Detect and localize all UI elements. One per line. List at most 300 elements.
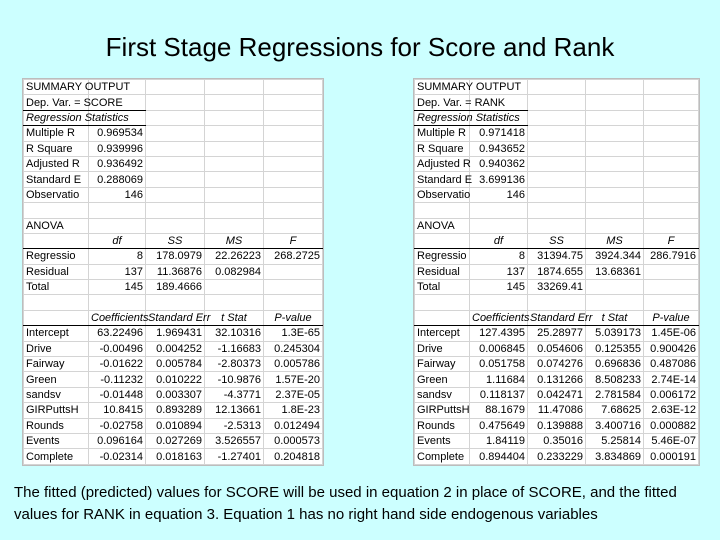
empty-cell[interactable] (146, 95, 205, 110)
anova-value[interactable]: 8 (89, 249, 146, 264)
stat-value[interactable]: 0.943652 (470, 141, 528, 156)
empty-cell[interactable] (264, 80, 323, 95)
stat-value[interactable]: 146 (470, 187, 528, 202)
coef-header[interactable]: Coefficients (470, 310, 528, 325)
coef-value[interactable]: 1.45E-06 (644, 326, 699, 341)
empty-cell[interactable] (586, 141, 644, 156)
stat-row (415, 156, 699, 171)
anova-row-label[interactable]: Regressio (415, 249, 470, 264)
coef-row (415, 449, 699, 464)
coef-value[interactable]: 1.57E-20 (264, 372, 323, 387)
coef-value[interactable]: 3.526557 (205, 433, 264, 448)
variable-name[interactable]: Rounds (415, 418, 470, 433)
coef-value[interactable]: 0.005786 (264, 357, 323, 372)
empty-cell[interactable] (146, 141, 205, 156)
stat-label[interactable]: R Square (415, 141, 470, 156)
anova-value[interactable] (264, 264, 323, 279)
dependent-variable-label[interactable]: Dep. Var. = SCORE (24, 95, 89, 110)
coef-value[interactable]: -1.27401 (205, 449, 264, 464)
coef-value[interactable]: 0.245304 (264, 341, 323, 356)
coef-row (24, 403, 323, 418)
dep-var-row (24, 95, 323, 110)
stat-row (24, 172, 323, 187)
coef-value[interactable]: 2.74E-14 (644, 372, 699, 387)
variable-name[interactable]: Rounds (24, 418, 89, 433)
empty-cell[interactable] (644, 80, 699, 95)
coef-value[interactable]: 0.074276 (528, 357, 586, 372)
anova-value[interactable] (644, 280, 699, 295)
empty-cell[interactable] (89, 218, 146, 233)
anova-value[interactable]: 145 (470, 280, 528, 295)
anova-value[interactable]: 33269.41 (528, 280, 586, 295)
anova-row (415, 264, 699, 279)
stat-value[interactable]: 0.936492 (89, 156, 146, 171)
empty-cell[interactable] (644, 141, 699, 156)
coef-header[interactable] (415, 310, 470, 325)
summary-title[interactable]: SUMMARY OUTPUT (24, 80, 89, 95)
coef-value[interactable]: 0.027269 (146, 433, 205, 448)
coef-row (24, 372, 323, 387)
coef-row (415, 433, 699, 448)
variable-name[interactable]: Complete (24, 449, 89, 464)
dependent-variable-label[interactable]: Dep. Var. = RANK (415, 95, 470, 110)
anova-header[interactable]: df (470, 233, 528, 248)
empty-cell[interactable] (644, 295, 699, 310)
coef-value[interactable]: 5.46E-07 (644, 433, 699, 448)
empty-cell[interactable] (146, 187, 205, 202)
spreadsheet-grid (23, 79, 323, 465)
empty-cell[interactable] (528, 110, 586, 125)
regression-statistics-title[interactable]: Regression Statistics (24, 110, 89, 125)
empty-cell[interactable] (264, 203, 323, 218)
empty-cell[interactable] (264, 110, 323, 125)
blank-row (24, 295, 323, 310)
variable-name[interactable]: Drive (24, 341, 89, 356)
variable-name[interactable]: Events (415, 433, 470, 448)
anova-row-label[interactable]: Total (415, 280, 470, 295)
coef-value[interactable]: -2.80373 (205, 357, 264, 372)
anova-value[interactable]: 137 (470, 264, 528, 279)
anova-value[interactable]: 3924.344 (586, 249, 644, 264)
stat-label[interactable]: Standard E (24, 172, 89, 187)
coef-value[interactable]: 0.006172 (644, 387, 699, 402)
coef-value[interactable]: 0.475649 (470, 418, 528, 433)
coef-value[interactable]: 63.22496 (89, 326, 146, 341)
stat-value[interactable]: 0.969534 (89, 126, 146, 141)
anova-value[interactable]: 286.7916 (644, 249, 699, 264)
anova-value[interactable]: 31394.75 (528, 249, 586, 264)
coef-value[interactable]: 2.781584 (586, 387, 644, 402)
variable-name[interactable]: sandsv (415, 387, 470, 402)
coef-value[interactable]: 0.35016 (528, 433, 586, 448)
empty-cell[interactable] (205, 95, 264, 110)
slide-title: First Stage Regressions for Score and Rank (105, 32, 615, 62)
empty-cell[interactable] (528, 141, 586, 156)
anova-value[interactable]: 22.26223 (205, 249, 264, 264)
coef-value[interactable]: 0.051758 (470, 357, 528, 372)
coef-value[interactable]: 0.125355 (586, 341, 644, 356)
stat-value[interactable]: 0.288069 (89, 172, 146, 187)
empty-cell[interactable] (146, 80, 205, 95)
anova-row (415, 280, 699, 295)
coef-value[interactable]: -0.02758 (89, 418, 146, 433)
anova-header[interactable]: F (264, 233, 323, 248)
empty-cell[interactable] (586, 80, 644, 95)
empty-cell[interactable] (528, 95, 586, 110)
coef-value[interactable]: 0.006845 (470, 341, 528, 356)
anova-value[interactable] (205, 280, 264, 295)
anova-row-label[interactable]: Residual (415, 264, 470, 279)
coef-row (415, 403, 699, 418)
empty-cell[interactable] (644, 203, 699, 218)
anova-value[interactable]: 268.2725 (264, 249, 323, 264)
stat-row (415, 187, 699, 202)
empty-cell[interactable] (205, 218, 264, 233)
coef-row (415, 357, 699, 372)
anova-value[interactable]: 1874.655 (528, 264, 586, 279)
stat-label[interactable]: Multiple R (24, 126, 89, 141)
empty-cell[interactable] (528, 126, 586, 141)
coef-row (415, 418, 699, 433)
anova-value[interactable]: 8 (470, 249, 528, 264)
empty-cell[interactable] (470, 218, 528, 233)
empty-cell[interactable] (146, 172, 205, 187)
variable-name[interactable]: Fairway (415, 357, 470, 372)
coef-value[interactable]: 0.003307 (146, 387, 205, 402)
coef-value[interactable]: 32.10316 (205, 326, 264, 341)
anova-title[interactable]: ANOVA (24, 218, 89, 233)
empty-cell[interactable] (528, 218, 586, 233)
empty-cell[interactable] (264, 95, 323, 110)
empty-cell[interactable] (89, 295, 146, 310)
empty-cell[interactable] (586, 187, 644, 202)
anova-header-row (24, 233, 323, 248)
coef-row (24, 341, 323, 356)
variable-name[interactable]: GIRPuttsH (415, 403, 470, 418)
coef-row (24, 387, 323, 402)
empty-cell[interactable] (205, 172, 264, 187)
coef-value[interactable]: 8.508233 (586, 372, 644, 387)
empty-cell[interactable] (644, 218, 699, 233)
anova-header[interactable]: SS (146, 233, 205, 248)
variable-name[interactable]: Fairway (24, 357, 89, 372)
coef-value[interactable]: 0.005784 (146, 357, 205, 372)
coef-row (24, 433, 323, 448)
coef-row (24, 357, 323, 372)
stat-label[interactable]: Observatio (415, 187, 470, 202)
coef-value[interactable]: 0.131266 (528, 372, 586, 387)
coef-value[interactable]: 0.696836 (586, 357, 644, 372)
empty-cell[interactable] (264, 126, 323, 141)
stat-row (24, 126, 323, 141)
anova-header[interactable]: MS (586, 233, 644, 248)
empty-cell[interactable] (146, 110, 205, 125)
variable-name[interactable]: Intercept (24, 326, 89, 341)
anova-row-label[interactable]: Regressio (24, 249, 89, 264)
stat-row (415, 172, 699, 187)
empty-cell[interactable] (205, 126, 264, 141)
anova-row-label[interactable]: Residual (24, 264, 89, 279)
stat-value[interactable]: 0.971418 (470, 126, 528, 141)
coef-value[interactable]: -0.00496 (89, 341, 146, 356)
coef-value[interactable]: -0.01448 (89, 387, 146, 402)
empty-cell[interactable] (586, 172, 644, 187)
coef-row (24, 326, 323, 341)
coef-header-row (24, 310, 323, 325)
empty-cell[interactable] (264, 156, 323, 171)
coef-value[interactable]: 0.487086 (644, 357, 699, 372)
empty-cell[interactable] (644, 172, 699, 187)
empty-cell[interactable] (264, 218, 323, 233)
anova-value[interactable]: 11.36876 (146, 264, 205, 279)
empty-cell[interactable] (586, 295, 644, 310)
coef-row (415, 387, 699, 402)
spreadsheet-grid (414, 79, 699, 465)
empty-cell[interactable] (528, 295, 586, 310)
anova-value[interactable]: 178.0979 (146, 249, 205, 264)
coef-value[interactable]: 2.63E-12 (644, 403, 699, 418)
stat-label[interactable]: R Square (24, 141, 89, 156)
anova-value[interactable]: 145 (89, 280, 146, 295)
stat-row (24, 141, 323, 156)
empty-cell[interactable] (24, 203, 89, 218)
stat-label[interactable]: Standard E (415, 172, 470, 187)
anova-header[interactable] (415, 233, 470, 248)
coef-value[interactable]: 3.400716 (586, 418, 644, 433)
coef-row (415, 372, 699, 387)
coef-value[interactable]: 0.204818 (264, 449, 323, 464)
empty-cell[interactable] (586, 156, 644, 171)
coef-row (415, 341, 699, 356)
anova-value[interactable]: 13.68361 (586, 264, 644, 279)
empty-cell[interactable] (644, 95, 699, 110)
coef-value[interactable]: 0.054606 (528, 341, 586, 356)
empty-cell[interactable] (528, 187, 586, 202)
coef-value[interactable]: 0.012494 (264, 418, 323, 433)
coef-value[interactable]: 0.894404 (470, 449, 528, 464)
coef-header[interactable]: P-value (264, 310, 323, 325)
empty-cell[interactable] (586, 203, 644, 218)
empty-cell[interactable] (264, 172, 323, 187)
blank-row (24, 203, 323, 218)
stat-row (415, 126, 699, 141)
coef-header[interactable]: t Stat (205, 310, 264, 325)
empty-cell[interactable] (586, 95, 644, 110)
coef-value[interactable]: 12.13661 (205, 403, 264, 418)
coef-value[interactable]: -4.3771 (205, 387, 264, 402)
empty-cell[interactable] (146, 126, 205, 141)
coef-value[interactable]: -0.02314 (89, 449, 146, 464)
coef-value[interactable]: 88.1679 (470, 403, 528, 418)
stat-label[interactable]: Multiple R (415, 126, 470, 141)
anova-title[interactable]: ANOVA (415, 218, 470, 233)
coef-value[interactable]: 0.139888 (528, 418, 586, 433)
anova-row (24, 280, 323, 295)
coef-value[interactable]: 7.68625 (586, 403, 644, 418)
coef-value[interactable]: 0.096164 (89, 433, 146, 448)
anova-header[interactable] (24, 233, 89, 248)
coef-value[interactable]: 0.010894 (146, 418, 205, 433)
empty-cell[interactable] (146, 203, 205, 218)
empty-cell[interactable] (644, 126, 699, 141)
reg-stats-title-row (24, 110, 323, 125)
empty-cell[interactable] (146, 295, 205, 310)
summary-title-row (24, 80, 323, 95)
coef-value[interactable]: 5.25814 (586, 433, 644, 448)
coef-value[interactable]: 2.37E-05 (264, 387, 323, 402)
anova-row (24, 249, 323, 264)
anova-header[interactable]: df (89, 233, 146, 248)
anova-value[interactable] (644, 264, 699, 279)
empty-cell[interactable] (644, 110, 699, 125)
reg-stats-title-row (415, 110, 699, 125)
anova-header[interactable]: SS (528, 233, 586, 248)
coef-value[interactable]: 0.893289 (146, 403, 205, 418)
regression-statistics-title[interactable]: Regression Statistics (415, 110, 470, 125)
empty-cell[interactable] (586, 110, 644, 125)
stat-label[interactable]: Adjusted R (24, 156, 89, 171)
coef-value[interactable]: 11.47086 (528, 403, 586, 418)
empty-cell[interactable] (528, 203, 586, 218)
variable-name[interactable]: Intercept (415, 326, 470, 341)
coef-value[interactable]: 0.233229 (528, 449, 586, 464)
regression-output-rank (413, 78, 700, 466)
coef-row (415, 326, 699, 341)
stat-row (415, 141, 699, 156)
coef-value[interactable]: -2.5313 (205, 418, 264, 433)
stat-value[interactable]: 0.940362 (470, 156, 528, 171)
stat-value[interactable]: 3.699136 (470, 172, 528, 187)
anova-value[interactable]: 137 (89, 264, 146, 279)
coef-value[interactable]: 0.018163 (146, 449, 205, 464)
regression-output-score (22, 78, 324, 466)
empty-cell[interactable] (205, 203, 264, 218)
coef-value[interactable]: 1.3E-65 (264, 326, 323, 341)
anova-value[interactable] (264, 280, 323, 295)
coef-value[interactable]: 0.004252 (146, 341, 205, 356)
anova-value[interactable]: 189.4666 (146, 280, 205, 295)
anova-value[interactable] (586, 280, 644, 295)
anova-title-row (415, 218, 699, 233)
empty-cell[interactable] (264, 295, 323, 310)
empty-cell[interactable] (205, 187, 264, 202)
variable-name[interactable]: sandsv (24, 387, 89, 402)
variable-name[interactable]: Complete (415, 449, 470, 464)
coef-value[interactable]: 1.11684 (470, 372, 528, 387)
coef-header[interactable]: t Stat (586, 310, 644, 325)
empty-cell[interactable] (205, 80, 264, 95)
empty-cell[interactable] (415, 295, 470, 310)
coef-value[interactable]: 127.4395 (470, 326, 528, 341)
stat-value[interactable]: 0.939996 (89, 141, 146, 156)
empty-cell[interactable] (470, 203, 528, 218)
anova-row (415, 249, 699, 264)
coef-row (24, 418, 323, 433)
empty-cell[interactable] (528, 156, 586, 171)
coef-value[interactable]: 1.969431 (146, 326, 205, 341)
coef-header[interactable]: Standard Err (528, 310, 586, 325)
summary-title[interactable]: SUMMARY OUTPUT (415, 80, 470, 95)
coef-value[interactable]: 0.118137 (470, 387, 528, 402)
variable-name[interactable]: Events (24, 433, 89, 448)
empty-cell[interactable] (528, 172, 586, 187)
stat-label[interactable]: Adjusted R (415, 156, 470, 171)
anova-header[interactable]: MS (205, 233, 264, 248)
coef-header[interactable]: Standard Err (146, 310, 205, 325)
anova-row-label[interactable]: Total (24, 280, 89, 295)
empty-cell[interactable] (205, 110, 264, 125)
variable-name[interactable]: Drive (415, 341, 470, 356)
empty-cell[interactable] (146, 218, 205, 233)
stat-row (24, 156, 323, 171)
anova-row (24, 264, 323, 279)
empty-cell[interactable] (264, 141, 323, 156)
coef-value[interactable]: 0.000191 (644, 449, 699, 464)
coef-value[interactable]: 0.000573 (264, 433, 323, 448)
coef-value[interactable]: 10.8415 (89, 403, 146, 418)
empty-cell[interactable] (528, 80, 586, 95)
coef-row (24, 449, 323, 464)
coef-header[interactable]: P-value (644, 310, 699, 325)
empty-cell[interactable] (644, 187, 699, 202)
empty-cell[interactable] (205, 295, 264, 310)
coef-value[interactable]: 3.834869 (586, 449, 644, 464)
coef-value[interactable]: -0.01622 (89, 357, 146, 372)
coef-value[interactable]: 0.010222 (146, 372, 205, 387)
coef-value[interactable]: 0.000882 (644, 418, 699, 433)
variable-name[interactable]: GIRPuttsH (24, 403, 89, 418)
anova-header[interactable]: F (644, 233, 699, 248)
slide-note: The fitted (predicted) values for SCORE will be used in equation 2 in place of SCORE, and the fitted values for RANK in equation 3. Equation 1 has no right hand side endogenous variables (14, 484, 677, 523)
empty-cell[interactable] (205, 141, 264, 156)
coef-header[interactable] (24, 310, 89, 325)
variable-name[interactable]: Green (24, 372, 89, 387)
empty-cell[interactable] (264, 187, 323, 202)
coef-value[interactable]: 25.28977 (528, 326, 586, 341)
coef-value[interactable]: -1.16683 (205, 341, 264, 356)
dep-var-row (415, 95, 699, 110)
empty-cell[interactable] (415, 203, 470, 218)
variable-name[interactable]: Green (415, 372, 470, 387)
coef-value[interactable]: 0.042471 (528, 387, 586, 402)
anova-header-row (415, 233, 699, 248)
empty-cell[interactable] (89, 203, 146, 218)
coef-header[interactable]: Coefficients (89, 310, 146, 325)
empty-cell[interactable] (470, 295, 528, 310)
blank-row (415, 203, 699, 218)
stat-row (24, 187, 323, 202)
summary-title-row (415, 80, 699, 95)
coef-value[interactable]: 1.84119 (470, 433, 528, 448)
blank-row (415, 295, 699, 310)
anova-value[interactable]: 0.082984 (205, 264, 264, 279)
empty-cell[interactable] (586, 126, 644, 141)
coef-value[interactable]: 0.900426 (644, 341, 699, 356)
anova-title-row (24, 218, 323, 233)
stat-label[interactable]: Observatio (24, 187, 89, 202)
empty-cell[interactable] (644, 156, 699, 171)
coef-value[interactable]: 5.039173 (586, 326, 644, 341)
empty-cell[interactable] (146, 156, 205, 171)
empty-cell[interactable] (24, 295, 89, 310)
coef-value[interactable]: 1.8E-23 (264, 403, 323, 418)
coef-header-row (415, 310, 699, 325)
coef-value[interactable]: -0.11232 (89, 372, 146, 387)
empty-cell[interactable] (205, 156, 264, 171)
empty-cell[interactable] (586, 218, 644, 233)
coef-value[interactable]: -10.9876 (205, 372, 264, 387)
stat-value[interactable]: 146 (89, 187, 146, 202)
